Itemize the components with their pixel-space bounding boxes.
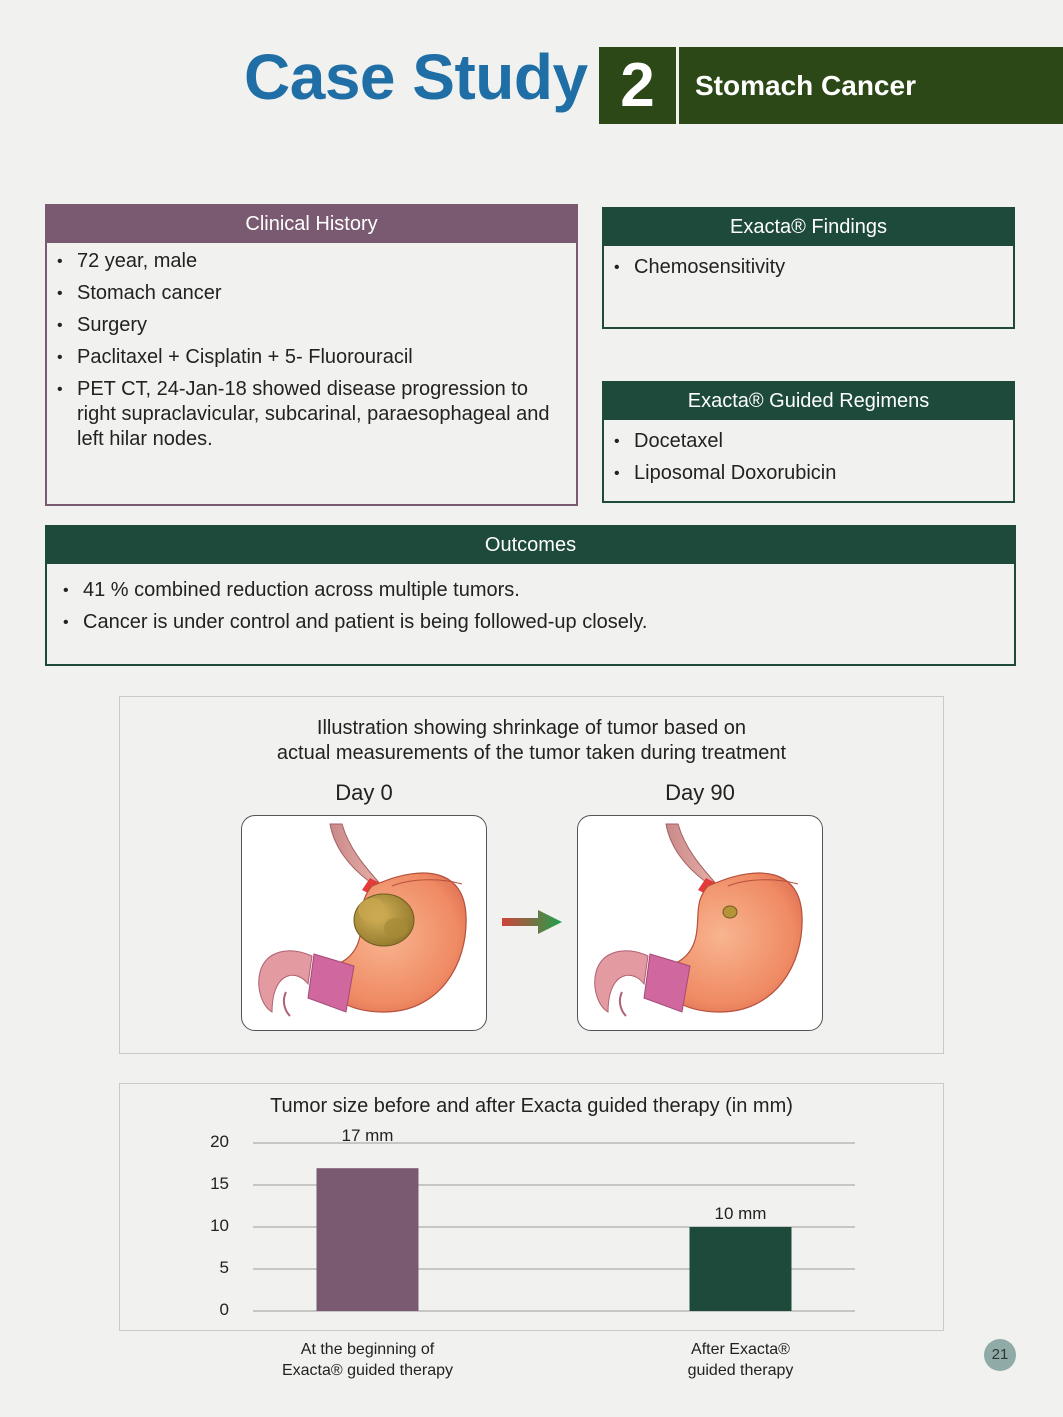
caption-line-1: Illustration showing shrinkage of tumor based on: [316, 717, 747, 739]
list-item: • Cancer is under control and patient is being followed-up closely.: [57, 610, 1004, 635]
regimens-title: Exacta® Guided Regimens: [604, 383, 1013, 420]
x-category-line: guided therapy: [687, 1362, 794, 1379]
x-category-line: At the beginning of: [300, 1341, 435, 1358]
x-category-line: After Exacta®: [691, 1341, 790, 1358]
x-category-label: [258, 1339, 478, 1381]
y-tick-label: 15: [210, 1174, 229, 1193]
page-title: Case Study: [244, 41, 588, 113]
page-number: 21: [984, 1339, 1016, 1371]
chart-title: Tumor size before and after Exacta guided therapy (in mm): [270, 1095, 793, 1117]
x-category-line: Exacta® guided therapy: [281, 1362, 453, 1379]
x-category-label: [631, 1339, 851, 1381]
list-item: • Paclitaxel + Cisplatin + 5- Fluorouracil: [51, 345, 562, 370]
caption-line-2: actual measurements of the tumor taken during treatment: [276, 742, 787, 764]
y-tick-label: 20: [210, 1132, 229, 1151]
list-item: • Surgery: [51, 313, 562, 338]
day-0-label: Day 0: [335, 780, 393, 805]
case-number: 2: [599, 47, 676, 124]
data-label: 17 mm: [341, 1126, 394, 1145]
list-item: • 72 year, male: [51, 249, 562, 274]
bar: [690, 1227, 792, 1311]
data-label: 10 mm: [714, 1204, 767, 1223]
list-item: • 41 % combined reduction across multiple tumors.: [57, 578, 1004, 603]
y-tick-label: 0: [219, 1300, 229, 1319]
clinical-history-title: Clinical History: [47, 206, 576, 243]
bar: [317, 1168, 419, 1311]
list-item: • PET CT, 24-Jan-18 showed disease progression to right supraclavicular, subcarinal, paraesophageal and left hilar nodes.: [51, 377, 562, 452]
outcomes-title: Outcomes: [47, 527, 1014, 564]
list-item: • Stomach cancer: [51, 281, 562, 306]
findings-title: Exacta® Findings: [604, 209, 1013, 246]
day-90-label: Day 90: [665, 780, 735, 805]
y-tick-label: 5: [219, 1258, 229, 1277]
case-subtitle: Stomach Cancer: [679, 47, 1063, 124]
list-item: • Liposomal Doxorubicin: [608, 461, 1003, 486]
y-tick-label: 10: [210, 1216, 229, 1235]
list-item: • Chemosensitivity: [608, 255, 1003, 280]
list-item: • Docetaxel: [608, 429, 1003, 454]
